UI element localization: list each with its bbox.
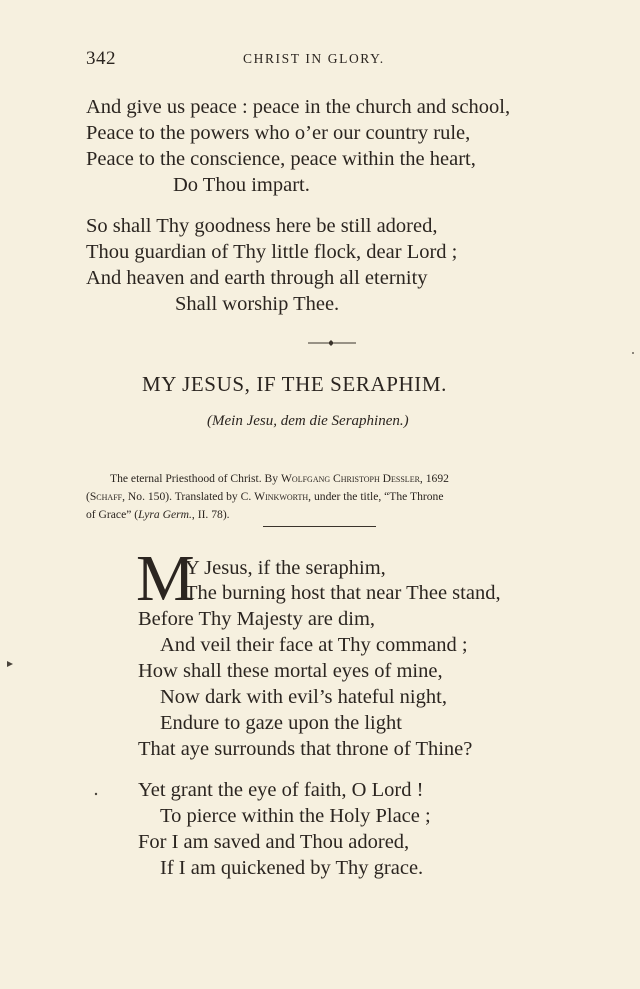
ornament-divider xyxy=(300,336,360,350)
verse-line: Do Thou impart. xyxy=(173,174,310,196)
verse-line: Thou guardian of Thy little flock, dear Lord ; xyxy=(86,241,458,263)
print-mark xyxy=(6,660,14,668)
verse-line: Now dark with evil’s hateful night, xyxy=(160,686,447,708)
verse-line: Yet grant the eye of faith, O Lord ! xyxy=(138,779,424,801)
page-number: 342 xyxy=(86,48,116,69)
running-head: CHRIST IN GLORY. xyxy=(243,51,385,66)
verse-line: So shall Thy goodness here be still adored, xyxy=(86,215,438,237)
verse-line: If I am quickened by Thy grace. xyxy=(160,857,424,879)
translator-name: Winkworth xyxy=(254,490,309,503)
verse-line: And give us peace : peace in the church and school, xyxy=(86,96,511,118)
section-rule xyxy=(263,526,376,527)
hymn-note-line: of Grace” (Lyra Germ., II. 78). xyxy=(86,508,230,521)
verse-line: That aye surrounds that throne of Thine? xyxy=(138,738,473,760)
original-title: (Mein Jesu, dem die Seraphinen.) xyxy=(207,413,409,429)
verse-line: Shall worship Thee. xyxy=(175,293,340,315)
verse-line: The burning host that near Thee stand, xyxy=(185,582,501,604)
verse-line: Before Thy Majesty are dim, xyxy=(138,608,376,630)
verse-line: For I am saved and Thou adored, xyxy=(138,831,410,853)
source-title: Lyra Germ. xyxy=(138,508,192,521)
verse-line: Peace to the powers who o’er our country rule, xyxy=(86,122,471,144)
verse-line: Endure to gaze upon the light xyxy=(160,712,402,734)
verse-line: Y Jesus, if the seraphim, xyxy=(185,557,386,579)
hymn-title: MY JESUS, IF THE SERAPHIM. xyxy=(142,372,447,396)
verse-line: Peace to the conscience, peace within the heart, xyxy=(86,148,476,170)
verse-line: And heaven and earth through all eternity xyxy=(86,267,428,289)
verse-line: To pierce within the Holy Place ; xyxy=(160,805,431,827)
author-name: Wolfgang Christoph Dessler xyxy=(280,472,420,485)
hymn-note-line: (Schaff, No. 150). Translated by C. Winkworth, under the title, “The Throne xyxy=(86,490,444,503)
print-mark xyxy=(94,792,98,796)
verse-line: And veil their face at Thy command ; xyxy=(160,634,468,656)
drop-cap: M xyxy=(136,542,195,615)
print-mark xyxy=(630,350,636,356)
hymn-note-line: The eternal Priesthood of Christ. By Wolfgang Christoph Dessler, 1692 xyxy=(110,472,449,485)
verse-line: How shall these mortal eyes of mine, xyxy=(138,660,443,682)
